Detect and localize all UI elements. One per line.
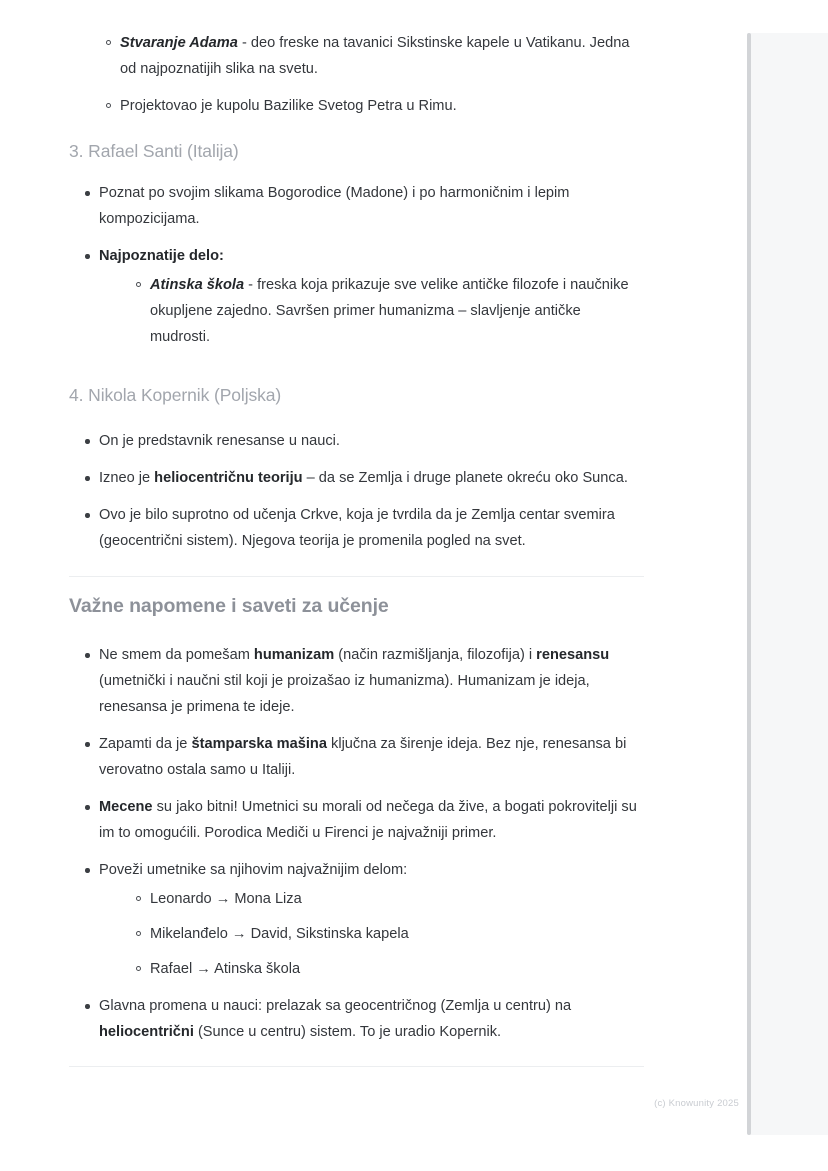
list-item-text	[99, 998, 571, 1040]
list-item	[99, 886, 644, 912]
list-item	[69, 180, 644, 232]
term-heliocentric: heliocentrični	[99, 1024, 194, 1040]
list-item-text: Mikelanđelo → David, Sikstinska kapela	[150, 926, 409, 942]
hollow-bullet-icon	[136, 282, 141, 287]
filled-bullet-icon	[85, 1004, 90, 1009]
spacer	[69, 618, 644, 642]
list-michelangelo-works	[69, 30, 644, 119]
list-item	[69, 642, 644, 720]
list-item-text	[99, 470, 628, 486]
work-title: Atinska škola	[150, 277, 245, 293]
filled-bullet-icon	[85, 191, 90, 196]
section-heading-notes: Važne napomene i saveti za učenje	[69, 595, 389, 617]
list-item-text	[99, 647, 609, 715]
spacer	[69, 359, 644, 385]
list-kopernik-facts	[69, 428, 644, 554]
term-humanizam: humanizam	[253, 647, 335, 663]
list-study-tips	[69, 642, 644, 1045]
list-rafael-works	[99, 272, 644, 350]
filled-bullet-icon	[85, 254, 90, 259]
filled-bullet-icon	[85, 439, 90, 444]
list-item-text	[150, 277, 629, 345]
list-item-text: Projektovao je kupolu Bazilike Svetog Petra u Rimu.	[120, 98, 457, 114]
section-heading-kopernik: 4. Nikola Kopernik (Poljska)	[69, 385, 282, 405]
list-item-text	[120, 35, 629, 77]
term-printing-press: štamparska mašina	[191, 736, 327, 752]
list-item-rest: ključna za širenje ideja. Bez nje, renesansa bi verovatno ostala samo u Italiji.	[99, 736, 627, 778]
filled-bullet-icon	[85, 742, 90, 747]
spacer	[69, 1045, 644, 1066]
list-item-text: Rafael → Atinska škola	[150, 961, 301, 977]
list-item-prefix: Ne smem da pomešam	[99, 647, 254, 663]
list-item	[99, 272, 644, 350]
filled-bullet-icon	[85, 653, 90, 658]
filled-bullet-icon	[85, 805, 90, 810]
list-item	[69, 243, 644, 350]
list-item	[69, 794, 644, 846]
list-item-text: Poznat po svojim slikama Bogorodice (Madone) i po harmoničnim i lepim kompozicijama.	[99, 185, 570, 227]
list-item-prefix: Zapamti da je	[99, 736, 192, 752]
list-item	[69, 93, 644, 119]
list-item-rest: - freska koja prikazuje sve velike antičke filozofe i naučnike okupljene zajedno. Savršen primer humanizma – slavljenje antičke mudrosti.	[150, 277, 629, 345]
list-item	[99, 921, 644, 947]
list-item-prefix: Izneo je	[99, 470, 155, 486]
spacer	[69, 554, 644, 576]
list-item-text: On je predstavnik renesanse u nauci.	[99, 433, 340, 449]
section-heading-rafael: 3. Rafael Santi (Italija)	[69, 141, 239, 161]
vertical-scrollbar-thumb[interactable]	[747, 33, 751, 1135]
term-renesansu: renesansu	[536, 647, 610, 663]
list-item	[99, 956, 644, 982]
list-item-mid: (način razmišljanja, filozofija) i	[334, 647, 537, 663]
scroll-gutter	[750, 33, 828, 1135]
hollow-bullet-icon	[136, 966, 141, 971]
list-item-rest: – da se Zemlja i druge planete okreću oko Sunca.	[302, 470, 628, 486]
hollow-bullet-icon	[136, 931, 141, 936]
footer-watermark: (c) Knowunity 2025	[654, 1098, 739, 1109]
list-item	[69, 428, 644, 454]
footer-divider	[69, 1066, 644, 1067]
hollow-bullet-icon	[136, 896, 141, 901]
list-item	[69, 30, 644, 82]
list-item-text	[99, 736, 626, 778]
list-item-text: Ovo je bilo suprotno od učenja Crkve, koja je tvrdila da je Zemlja centar svemira (geocentrični sistem). Njegova teorija je promenila pogled na svet.	[99, 507, 615, 549]
list-rafael-facts	[69, 180, 644, 350]
list-item-text	[99, 799, 637, 841]
list-item	[69, 731, 644, 783]
filled-bullet-icon	[85, 513, 90, 518]
spacer	[69, 119, 644, 141]
filled-bullet-icon	[85, 868, 90, 873]
list-item-text	[99, 248, 224, 264]
list-item-prefix: Glavna promena u nauci: prelazak sa geocentričnog (Zemlja u centru) na	[99, 998, 572, 1014]
list-item-text: Poveži umetnike sa njihovim najvažnijim delom:	[99, 862, 408, 878]
list-item-rest: (umetnički i naučni stil koji je proizašao iz humanizma). Humanizam je ideja, renesansa je primena te ideje.	[99, 673, 590, 715]
hollow-bullet-icon	[106, 40, 111, 45]
term-heliocentric-theory: heliocentričnu teoriju	[154, 470, 303, 486]
spacer	[69, 162, 644, 180]
list-item-rest: - deo freske na tavanici Sikstinske kapele u Vatikanu. Jedna od najpoznatijih slika na svetu.	[120, 35, 630, 77]
label-most-famous-work: Najpoznatije delo:	[99, 248, 224, 264]
list-item	[69, 857, 644, 982]
list-item-text: Leonardo → Mona Liza	[150, 891, 302, 907]
spacer	[69, 406, 644, 428]
spacer	[69, 577, 644, 595]
list-item-rest: su jako bitni! Umetnici su morali od nečega da žive, a bogati pokrovitelji su im to omogućili. Porodica Mediči u Firenci je najvažniji primer.	[99, 799, 637, 841]
list-item	[69, 993, 644, 1045]
list-item	[69, 465, 644, 491]
term-mecene: Mecene	[99, 799, 153, 815]
hollow-bullet-icon	[106, 103, 111, 108]
list-item-rest: (Sunce u centru) sistem. To je uradio Kopernik.	[193, 1024, 502, 1040]
list-item	[69, 502, 644, 554]
work-title: Stvaranje Adama	[120, 35, 238, 51]
list-artist-work-pairs	[99, 886, 644, 982]
filled-bullet-icon	[85, 476, 90, 481]
